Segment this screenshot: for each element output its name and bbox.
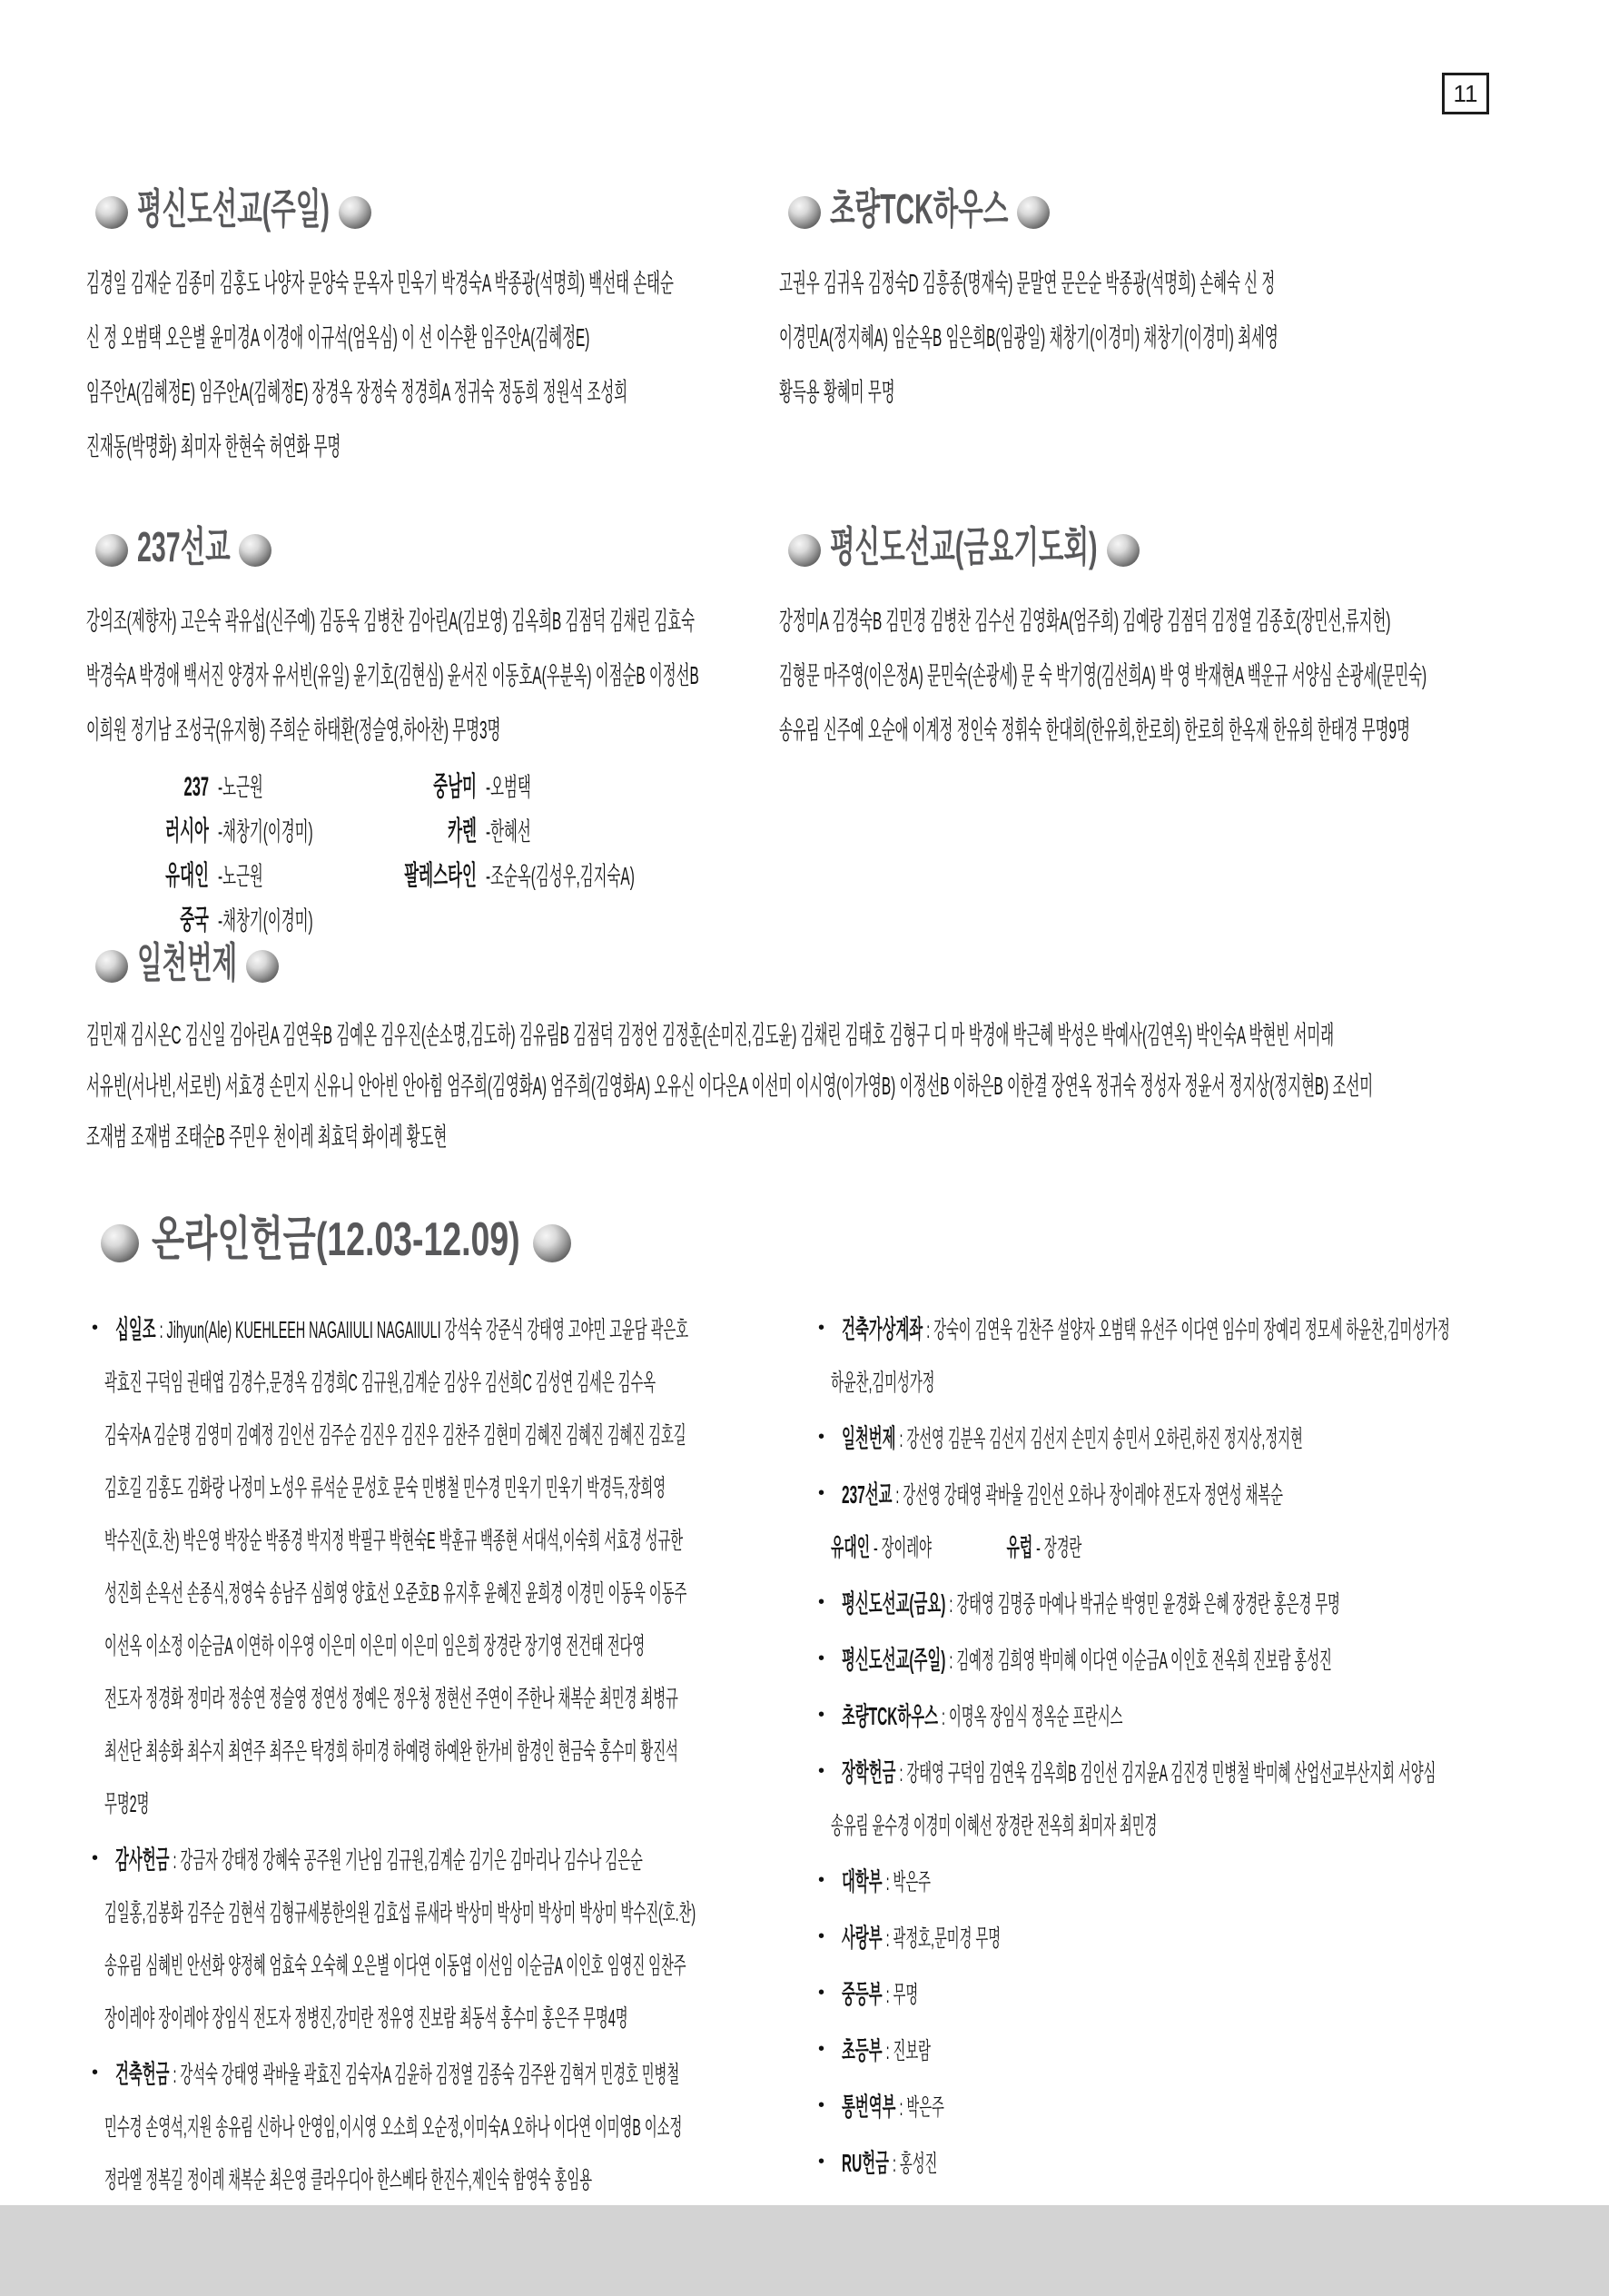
offering-category-label: 237선교 (842, 1480, 893, 1509)
offering-item-line: 김호길 김홍도 김화랑 나정미 노성우 류석순 문성호 문숙 민병철 민수경 민욱기 민욱기 박경득,장희영 (104, 1474, 666, 1501)
section-tck-house (779, 182, 1533, 420)
section-header (86, 182, 776, 236)
offering-category-label: 대학부 (842, 1867, 883, 1895)
region-assignee: -노근원 (218, 862, 263, 890)
names-line: 서유빈(서나빈,서로빈) 서효경 손민지 신유니 안아빈 안아힘 엄주희(김영화A) 엄주희(김영화A) 오유신 이다은A 이선미 이시영(이가영B) 이정선B 이하은B 이한결 장연옥 정귀숙 정성자 정윤서 정지상(정지현B) 조선미 (86, 1072, 1374, 1100)
offering-category-label: 사랑부 (842, 1924, 883, 1952)
bullet-icon: • (92, 1848, 99, 1868)
page-number: 11 (1442, 73, 1489, 114)
offering-item-line: • 237선교 : 강선영 강태영 곽바울 김인선 오하나 장이레야 전도자 정연성 채복순 (842, 1469, 1609, 1521)
offering-item-line: 성진희 손옥선 손종식,정영숙 송남주 심희영 양효선 오준호B 유지후 윤혜진 윤희경 이경민 이동욱 이동주 (104, 1579, 687, 1607)
region-label: 팔레스타인 (404, 861, 477, 891)
sphere-bullet-icon (788, 196, 821, 229)
section-header (86, 935, 1557, 990)
sphere-bullet-icon (788, 534, 821, 567)
offering-item-line: 전도자 정경화 정미라 정송연 정슬영 정연성 정예은 정우청 정현선 주연이 주한나 채복순 최민경 최병규 (104, 1685, 678, 1712)
offering-item-line: 최선단 최송화 최수지 최연주 최주은 탁경희 하미경 하예령 하예완 한가비 함경인 현금숙 홍수미 황진석 (104, 1737, 678, 1765)
region-label: 러시아 (165, 816, 209, 846)
offering-item-line: • 중등부 : 무명 (842, 1968, 1609, 2021)
offering-item-line: • 초량TCK하우스 : 이명옥 장임식 정옥순 프란시스 (842, 1690, 1609, 1743)
sphere-bullet-icon (95, 950, 128, 983)
region-assignee: -조순옥(김성우,김지숙A) (486, 862, 635, 890)
offering-category-label: 통번역부 (842, 2093, 896, 2121)
region-assignment-row (86, 809, 795, 854)
offering-item-line: • 십일조 : Jihyun(Ale) KUEHLEEH NAGAIIULI NAGAIIULI 강석숙 강준식 강태영 고야민 고윤담 곽은호 (115, 1303, 1180, 1356)
bullet-icon: • (92, 1318, 99, 1338)
online-offering-right-column (814, 1303, 1609, 2250)
section-ilcheon-burnt-offering (86, 935, 1557, 1163)
bullet-icon: • (92, 2063, 99, 2083)
offering-item (818, 1303, 1609, 1409)
sphere-bullet-icon (1107, 534, 1140, 567)
names-line: 신 정 오범택 오은별 윤미경A 이경애 이규석(엄옥심) 이 선 이수환 임주안A(김혜정E) (86, 323, 590, 351)
offering-item-line: 김일홍,김봉화 김주순 김현석 김형규세봉한의원 김효섭 류새라 박상미 박상미 박상미 박상미 박수진(호.찬) (104, 1899, 696, 1926)
region-assignee: -노근원 (218, 773, 263, 801)
region-label: 카렌 (448, 816, 477, 846)
names-line: 김경일 김재순 김종미 김홍도 나양자 문양숙 문옥자 민욱기 박경숙A 박종광(석명희) 백선태 손태순 (86, 269, 674, 297)
offering-category-label: 평신도선교(금요) (842, 1589, 946, 1618)
offering-item-line: • 초등부 : 진보람 (842, 2024, 1609, 2077)
bullet-icon: • (818, 1648, 825, 1668)
section-title: 237선교 (137, 523, 231, 570)
region-label: 유대인 (165, 861, 209, 891)
offering-item (818, 1856, 1609, 1908)
bullet-icon: • (818, 1926, 825, 1946)
offering-item-line: • RU헌금 : 홍성진 (842, 2137, 1609, 2190)
section-header (779, 520, 1542, 574)
bullet-icon: • (818, 1983, 825, 2003)
region-label: 237 (183, 772, 209, 802)
section-mission-237 (86, 520, 795, 943)
sphere-bullet-icon (95, 534, 128, 567)
names-line: 고권우 김귀옥 김정숙D 김흥종(명재숙) 문말연 문은순 박종광(석명희) 손혜숙 신 정 (779, 269, 1276, 297)
offering-category-label: 평신도선교(주일) (842, 1646, 946, 1674)
offering-item-line: 곽효진 구덕임 권태엽 김경수,문경옥 김경희C 김규원,김계순 김상우 김선희C 김성연 김세은 김수옥 (104, 1369, 656, 1396)
sphere-bullet-icon (246, 950, 279, 983)
names-line: 강정미A 김경숙B 김민경 김병찬 김수선 김영화A(엄주희) 김예랑 김점덕 김정열 김종호(장민선,류지헌) (779, 607, 1391, 635)
region-label: 중남미 (433, 772, 477, 802)
bullet-icon: • (818, 2095, 825, 2115)
offering-item (818, 2137, 1609, 2190)
names-list (779, 594, 1542, 757)
section-title: 온라인헌금(12.03-12.09) (152, 1213, 520, 1266)
offering-item-line: 이선옥 이소정 이순금A 이연하 이우영 이은미 이은미 이은미 임은희 장경란 장기영 전건태 전다영 (104, 1632, 646, 1659)
section-title: 초량TCK하우스 (830, 185, 1009, 233)
offering-item-line: 정라엘 정복길 정이레 채복순 최은영 클라우디아 한스베타 한진수,제인숙 함영숙 홍임용 (104, 2166, 593, 2193)
bullet-icon: • (818, 1592, 825, 1612)
offering-item-line: 하윤찬,김미성가정 (831, 1369, 935, 1396)
names-list (86, 256, 776, 474)
bullet-icon: • (818, 2152, 825, 2172)
section-title: 일천번제 (137, 939, 238, 986)
sphere-bullet-icon (101, 1224, 139, 1262)
offering-category-label: 장학헌금 (842, 1758, 896, 1786)
offering-item-line: 송유림 심혜빈 안선화 양정혜 엄효숙 오숙혜 오은별 이다연 이동엽 이선임 이순금A 이인호 임영진 임찬주 (104, 1952, 686, 1979)
region-pair: 유럽 - 장경란 (1006, 1534, 1082, 1561)
names-line: 박경숙A 박경애 백서진 양경자 유서빈(유일) 윤기호(김현심) 윤서진 이동호A(우분옥) 이점순B 이정선B (86, 661, 699, 689)
names-list (86, 594, 795, 757)
bullet-icon: • (818, 2039, 825, 2059)
offering-category-label: 중등부 (842, 1980, 883, 2008)
offering-category-label: 십일조 (115, 1315, 156, 1343)
names-line: 김민재 김시온C 김신일 김아린A 김연욱B 김예온 김우진(손소명,김도하) 김유림B 김점덕 김정언 김정훈(손미진,김도윤) 김채린 김태호 김형구 디 마 박경애 박근혜 박성은 박예사(김연옥) 박인숙A 박현빈 서미래 (86, 1021, 1335, 1049)
names-line: 조재범 조재범 조태순B 주민우 천이레 최효덕 화이레 황도현 (86, 1123, 448, 1151)
region-assignee: -한혜선 (486, 817, 531, 846)
names-list (86, 1010, 1557, 1163)
offering-item-line: 장이레야 장이레야 장임식 전도자 정병진,강미란 정유영 진보람 최동석 홍수미 홍은주 무명4명 (104, 2004, 628, 2032)
offering-category-label: 초량TCK하우스 (842, 1702, 939, 1730)
offering-item-line: • 건축가상계좌 : 강숙이 김연욱 김찬주 설양자 오범택 유선주 이다연 임수미 장예리 정모세 하윤찬,김미성가정 (842, 1303, 1609, 1356)
offering-category-label: 감사헌금 (115, 1846, 170, 1874)
offering-item-line: • 대학부 : 박은주 (842, 1856, 1609, 1908)
names-list (779, 256, 1533, 420)
offering-category-label: 건축헌금 (115, 2060, 170, 2088)
region-assignee: -오범택 (486, 773, 531, 801)
offering-item (818, 2024, 1609, 2077)
section-title: 평신도선교(주일) (137, 185, 330, 233)
bullet-icon: • (818, 1705, 825, 1725)
names-line: 진재동(박명화) 최미자 한현숙 허연화 무명 (86, 432, 341, 460)
offering-item (818, 1469, 1609, 1574)
offering-category-label: RU헌금 (842, 2149, 890, 2177)
bullet-icon: • (818, 1427, 825, 1447)
names-line: 이경민A(정지혜A) 임순옥B 임은희B(임광일) 채창기(이경미) 채창기(이경미) 최세영 (779, 323, 1278, 351)
section-layman-friday (779, 520, 1542, 757)
offering-item (818, 1412, 1609, 1465)
names-line: 강의조(제향자) 고은숙 곽유섭(신주예) 김동욱 김병찬 김아린A(김보영) 김옥희B 김점덕 김채린 김효숙 (86, 607, 696, 635)
offering-item (818, 1690, 1609, 1743)
offering-item (818, 1747, 1609, 1852)
region-assignee: -채창기(이경미) (218, 817, 313, 846)
bullet-icon: • (818, 1870, 825, 1890)
section-header (88, 1212, 1559, 1267)
region-label: 중국 (180, 906, 209, 935)
offering-item-line: • 건축헌금 : 강석숙 강태영 곽바울 곽효진 김숙자A 김윤하 김정열 김종숙 김주완 김혁거 민경호 민병철 (115, 2048, 1180, 2101)
offering-category-label: 건축가상계좌 (842, 1315, 923, 1343)
names-line: 송유림 신주예 오순애 이계정 정인숙 정휘숙 한대희(한유희,한로희) 한로희 한옥재 한유희 한태경 무명9명 (779, 716, 1410, 744)
names-line: 김형문 마주영(이은정A) 문민숙(손광세) 문 숙 박기영(김선희A) 박 영 박재현A 백운규 서양심 손광세(문민숙) (779, 661, 1427, 689)
page-bottom-edge (0, 2205, 1609, 2296)
region-assignment-row (86, 854, 795, 898)
region-assignment-line (831, 1521, 1609, 1574)
offering-item (818, 1968, 1609, 2021)
offering-item (818, 2081, 1609, 2133)
region-assignment-row (86, 765, 795, 809)
bullet-icon: • (818, 1483, 825, 1503)
sphere-bullet-icon (1017, 196, 1050, 229)
section-header (86, 520, 795, 574)
offering-item-line: • 일천번제 : 강선영 김분옥 김선지 김선지 손민지 송민서 오하린,하진 정지상,정지현 (842, 1412, 1609, 1465)
names-line: 이희원 정기남 조성국(유지형) 주희순 하태환(정슬영,하아찬) 무명3명 (86, 716, 501, 744)
offering-item-line: 무명2명 (104, 1790, 150, 1817)
offering-item-line: 김숙자A 김순명 김영미 김예정 김인선 김주순 김진우 김진우 김찬주 김현미 김혜진 김혜진 김혜진 김호길 (104, 1421, 686, 1449)
section-layman-sunday (86, 182, 776, 474)
offering-item-line: 민수경 손영석,지원 송유림 신하나 안영임,이시영 오소희 오순정,이미숙A 오하나 이다연 이미영B 이소정 (104, 2113, 683, 2141)
offering-item-line: • 평신도선교(금요) : 강태영 김명중 마예나 박귀순 박영민 윤경화 은혜 장경란 홍은경 무명 (842, 1578, 1609, 1630)
section-online-offering (88, 1212, 1559, 2202)
section-title: 평신도선교(금요기도회) (830, 523, 1098, 570)
offering-item-line: • 감사헌금 : 강금자 강태정 강혜숙 공주원 기난임 김규원,김계순 김기은 김마리나 김수나 김은순 (115, 1834, 1180, 1886)
sphere-bullet-icon (533, 1224, 571, 1262)
offering-category-label: 초등부 (842, 2036, 883, 2064)
offering-item-line: • 사랑부 : 곽정호,문미경 무명 (842, 1912, 1609, 1964)
region-pair: 유대인 - 장이레야 (831, 1534, 933, 1561)
offering-item-line: • 평신도선교(주일) : 김예정 김희영 박미혜 이다연 이순금A 이인호 전옥희 진보람 홍성진 (842, 1634, 1609, 1687)
offering-item-line: • 통번역부 : 박은주 (842, 2081, 1609, 2133)
offering-category-label: 일천번제 (842, 1424, 896, 1452)
offering-item-line: • 장학헌금 : 강태영 구덕임 김연욱 김옥희B 김인선 김지윤A 김진경 민병철 박미혜 산업선교부산지회 서양심 (842, 1747, 1609, 1799)
offering-item (818, 1634, 1609, 1687)
sphere-bullet-icon (239, 534, 271, 567)
offering-item (818, 1578, 1609, 1630)
names-line: 황득용 황혜미 무명 (779, 378, 895, 406)
region-assignments (86, 765, 795, 943)
sphere-bullet-icon (95, 196, 128, 229)
sphere-bullet-icon (339, 196, 371, 229)
offering-item (818, 1912, 1609, 1964)
section-header (779, 182, 1533, 236)
region-assignee: -채창기(이경미) (218, 906, 313, 935)
offering-item-line: 송유림 윤수경 이경미 이혜선 장경란 전옥희 최미자 최민경 (831, 1812, 1158, 1839)
bullet-icon: • (818, 1761, 825, 1781)
bullet-icon: • (818, 1318, 825, 1338)
offering-item-line: 박수진(호.찬) 박은영 박장순 박종경 박지정 박필구 박현숙E 박훈규 백종현 서대석,이숙희 서효경 성규한 (104, 1527, 684, 1554)
names-line: 임주안A(김혜정E) 임주안A(김혜정E) 장경옥 장정숙 정경희A 정귀숙 정동희 정원석 조성희 (86, 378, 628, 406)
